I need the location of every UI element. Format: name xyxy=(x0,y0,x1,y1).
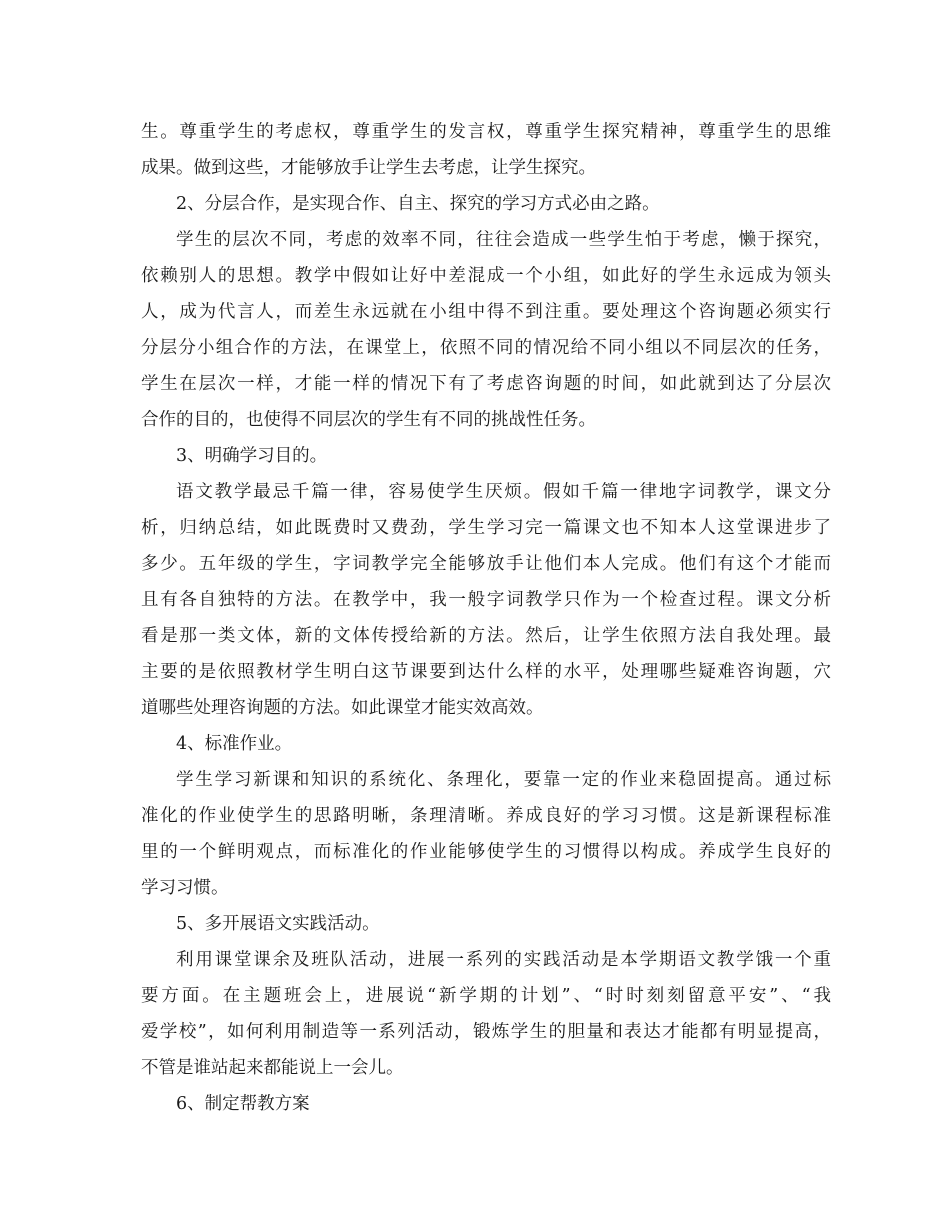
text-line: 准化的作业使学生的思路明晰，条理清晰。养成良好的学习习惯。这是新课程标准 xyxy=(141,806,831,826)
text-line: 多少。五年级的学生，字词教学完全能够放手让他们本人完成。他们有这个才能而 xyxy=(141,554,831,574)
text-line: 分层分小组合作的方法，在课堂上，依照不同的情况给不同小组以不同层次的任务， xyxy=(141,338,831,358)
text-line: 学习习惯。 xyxy=(141,878,229,898)
text-line: 看是那一类文体，新的文体传授给新的方法。然后，让学生依照方法自我处理。最 xyxy=(141,626,831,646)
text-line: 里的一个鲜明观点，而标准化的作业能够使学生的习惯得以构成。养成学生良好的 xyxy=(141,842,831,862)
text-line: 学生的层次不同，考虑的效率不同，往往会造成一些学生怕于考虑，懒于探究， xyxy=(176,230,831,250)
text-line: 道哪些处理咨询题的方法。如此课堂才能实效高效。 xyxy=(141,698,544,718)
text-line: 人，成为代言人，而差生永远就在小组中得不到注重。要处理这个咨询题必须实行 xyxy=(141,302,831,322)
text-line: 语文教学最忌千篇一律，容易使学生厌烦。假如千篇一律地字词教学，课文分 xyxy=(176,482,831,502)
text-line: 主要的是依照教材学生明白这节课要到达什么样的水平，处理哪些疑难咨询题，穴 xyxy=(141,662,831,682)
text-line: 析，归纳总结，如此既费时又费劲，学生学习完一篇课文也不知本人这堂课进步了 xyxy=(141,518,831,538)
text-line: 要方面。在主题班会上，进展说“新学期的计划”、“时时刻刻留意平安”、“我 xyxy=(141,986,831,1006)
text-line: 且有各自独特的方法。在教学中，我一般字词教学只作为一个检查过程。课文分析 xyxy=(141,590,831,610)
text-line: 6、制定帮教方案 xyxy=(176,1094,310,1114)
text-line: 4、标准作业。 xyxy=(176,734,293,754)
text-line: 生。尊重学生的考虑权，尊重学生的发言权，尊重学生探究精神，尊重学生的思维 xyxy=(141,122,831,142)
text-line: 利用课堂课余及班队活动，进展一系列的实践活动是本学期语文教学饿一个重 xyxy=(176,950,831,970)
document-body xyxy=(141,116,831,1124)
text-line: 成果。做到这些，才能够放手让学生去考虑，让学生探究。 xyxy=(141,158,596,178)
text-line: 学生学习新课和知识的系统化、条理化，要靠一定的作业来稳固提高。通过标 xyxy=(176,770,831,790)
text-line: 不管是谁站起来都能说上一会儿。 xyxy=(141,1058,404,1078)
text-line: 2、分层合作，是实现合作、自主、探究的学习方式必由之路。 xyxy=(176,194,660,214)
text-line: 学生在层次一样，才能一样的情况下有了考虑咨询题的时间，如此就到达了分层次 xyxy=(141,374,831,394)
text-line: 合作的目的，也使得不同层次的学生有不同的挑战性任务。 xyxy=(141,410,596,430)
text-line: 依赖别人的思想。教学中假如让好中差混成一个小组，如此好的学生永远成为领头 xyxy=(141,266,831,286)
text-line: 爱学校”，如何利用制造等一系列活动，锻炼学生的胆量和表达才能都有明显提高， xyxy=(141,1022,831,1042)
text-line: 5、多开展语文实践活动。 xyxy=(176,914,380,934)
text-line: 3、明确学习目的。 xyxy=(176,446,328,466)
